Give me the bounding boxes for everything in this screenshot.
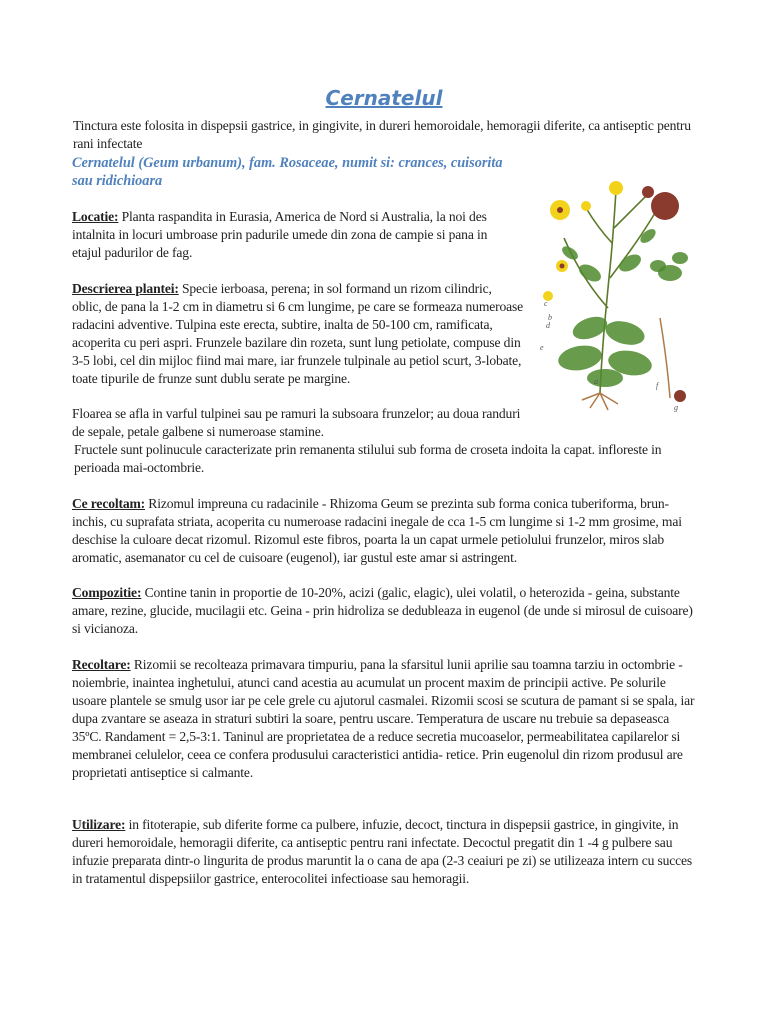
geum-urbanum-illustration xyxy=(530,168,700,416)
fructe-paragraph: Fructele sunt polinucule caracterizate prin remanenta stilului sub forma de croseta indoita la capat. infloreste in perioada mai-octombrie. xyxy=(74,442,662,475)
locatie-text: Planta raspandita in Eurasia, America de Nord si Australia, la noi des intalnita in locuri umbroase prin padurile umede din zona de campie si pana in etajul padurilor de fag. xyxy=(72,209,488,260)
fig-letter-c: c xyxy=(544,299,548,308)
page-title: Cernatelul xyxy=(325,86,443,110)
plant-subtitle: Cernatelul (Geum urbanum), fam. Rosaceae, numit si: crances, cuisorita sau ridichioara xyxy=(72,155,503,189)
compozitie-label: Compozitie: xyxy=(72,585,142,600)
ce-recoltam-label: Ce recoltam: xyxy=(72,496,146,511)
utilizare-paragraph xyxy=(72,816,697,888)
fig-letter-b: b xyxy=(548,313,552,322)
fig-letter-g: g xyxy=(674,403,678,412)
utilizare-label: Utilizare: xyxy=(72,817,126,832)
descriere-paragraph xyxy=(72,280,524,388)
recoltare-paragraph xyxy=(72,656,697,782)
ce-recoltam-paragraph xyxy=(72,495,697,567)
compozitie-paragraph xyxy=(72,584,697,638)
utilizare-text: in fitoterapie, sub diferite forme ca pulbere, infuzie, decoct, tinctura in dispepsii gastrice, in gingivite, in dureri hemoroidale, hemoragii diferite, ca antiseptic pentru rani infectate. Decoctul pregatit din 1 -4 g pulbere sau infuzie preparata dintr-o lingurita de produs maruntit la o cana de apa (2-3 ceaiuri pe zi) se utilizeaza intern cu succes in tratamentul dispepsiilor gastrice, enterocolitei infectioase sau hemoragii. xyxy=(72,817,693,886)
recoltare-label: Recoltare: xyxy=(72,657,131,672)
fig-letter-f: f xyxy=(656,381,659,390)
descriere-text: Specie ierboasa, perena; in sol formand un rizom cilindric, oblic, de pana la 1-2 cm in diametru si 6 cm lungime, pe care se formeaza numeroase radacini adventive. Tulpina este erecta, subtire, inalta de 50-100 cm, ramificata, acoperita cu peri aspri. Frunzele bazilare din rozeta, sunt lung petiolate, compuse din 3-5 lobi, cel din mijloc fiind mai mare, iar frunzele tulpinale au petiol scurt, 3-lobate, toate tipurile de frunze sunt dublu serate pe margine. xyxy=(72,281,524,386)
intro-paragraph: Tinctura este folosita in dispepsii gastrice, in gingivite, in dureri hemoroidale, hemoragii diferite, ca antiseptic pentru rani infectate xyxy=(73,118,691,151)
fig-letter-d: d xyxy=(546,321,550,330)
recoltare-text: Rizomii se recolteaza primavara timpuriu, pana la sfarsitul lunii aprilie sau toamna tarziu in octombrie - noiembrie, inaintea inghetului, atunci cand acestia au acumulat un procent maxim de principii active. Pe solurile usoare plantele se smulg usor iar pe cele grele cu ajutorul casmalei. Rizomii scosi se scutura de pamant si se spala, iar dupa zvantare se aseaza in straturi subtiri la soare, pentru uscare. Temperatura de uscare nu trebuie sa depaseasca 35ºC. Randament = 2,5-3:1. Taninul are proprietatea de a reduce secretia mucoaselor, permeabilitatea capilarelor si membranei celulelor, ceea ce confera produsului caracteristici antidia- retice. Prin eugenolul din rizom produsul are proprietati antiseptice si calmante. xyxy=(72,657,695,780)
floare-paragraph: Floarea se afla in varful tulpinei sau pe ramuri la subsoara frunzelor; au doua randuri de sepale, petale galbene si numeroase stamine. xyxy=(72,406,521,439)
ce-recoltam-text: Rizomul impreuna cu radacinile - Rhizoma Geum se prezinta sub forma conica tuberiforma, brun-inchis, cu suprafata striata, acoperita cu numeroase radacini inegale de cca 1-5 cm lungime si 1-2 mm grosime, mai deschise la culoare decat rizomul. Rizomul este fibros, poarta la un capat urmele petiolului frunzelor, miros slab aromatic, asemanator cu cel de cuisoare (eugenol), iar gustul este amar si astringent. xyxy=(72,496,682,565)
locatie-paragraph xyxy=(72,208,512,262)
compozitie-text: Contine tanin in proportie de 10-20%, acizi (galic, elagic), ulei volatil, o heterozida - geina, substante amare, rezine, glucide, mucilagii etc. Geina - prin hidroliza se dedubleaza in eugenol (de unde si mirosul de cuisoare) si vicianoza. xyxy=(72,585,693,636)
leaves xyxy=(556,226,688,387)
descriere-label: Descrierea plantei: xyxy=(72,281,179,296)
fig-letter-e: e xyxy=(540,343,544,352)
locatie-label: Locatie: xyxy=(72,209,119,224)
fig-letter-a: a xyxy=(594,377,598,386)
